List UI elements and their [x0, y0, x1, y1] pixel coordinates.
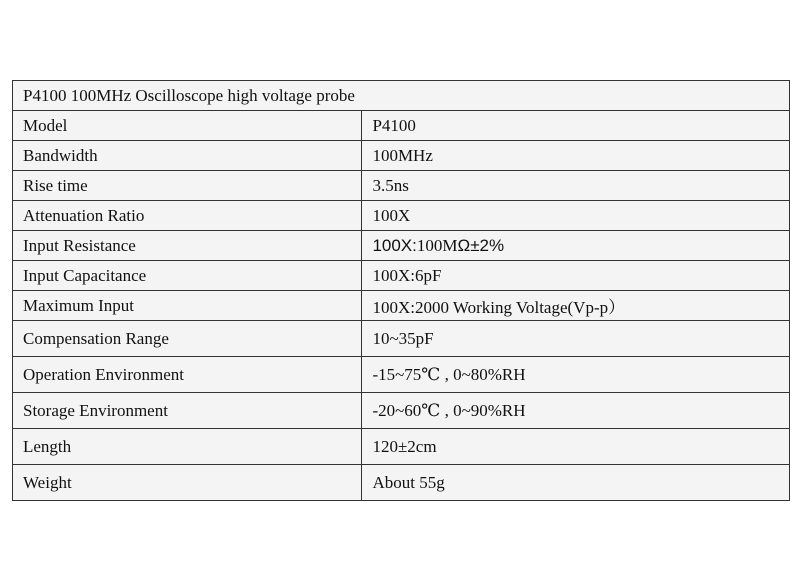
- row-value: P4100: [362, 111, 790, 141]
- row-label: Operation Environment: [13, 357, 362, 393]
- row-value-mid: 100M: [416, 235, 458, 255]
- row-value: 100X:2000 Working Voltage(Vp-p）: [362, 291, 790, 321]
- table-row: [13, 393, 790, 429]
- table-row: [13, 171, 790, 201]
- table-row: [13, 141, 790, 171]
- row-value-prefix: 100X:: [372, 235, 417, 255]
- row-label: Input Capacitance: [13, 261, 362, 291]
- row-value: -20~60℃ , 0~90%RH: [362, 393, 790, 429]
- table-row: [13, 429, 790, 465]
- row-value: 120±2cm: [362, 429, 790, 465]
- table-row: [13, 201, 790, 231]
- row-value: 3.5ns: [362, 171, 790, 201]
- table-row: [13, 291, 790, 321]
- row-value: About 55g: [362, 465, 790, 501]
- row-value: 100X: [362, 201, 790, 231]
- table-row: [13, 357, 790, 393]
- row-label: Rise time: [13, 171, 362, 201]
- row-value: [362, 231, 790, 261]
- row-label: Attenuation Ratio: [13, 201, 362, 231]
- table-row: [13, 261, 790, 291]
- row-value: -15~75℃ , 0~80%RH: [362, 357, 790, 393]
- spec-table: [12, 80, 790, 501]
- row-value: 10~35pF: [362, 321, 790, 357]
- row-label: Model: [13, 111, 362, 141]
- row-label: Length: [13, 429, 362, 465]
- row-label: Maximum Input: [13, 291, 362, 321]
- table-row: [13, 111, 790, 141]
- row-value: 100MHz: [362, 141, 790, 171]
- row-value: 100X:6pF: [362, 261, 790, 291]
- row-label: Weight: [13, 465, 362, 501]
- row-value-suffix: Ω±2%: [457, 235, 505, 255]
- table-title-row: [13, 81, 790, 111]
- table-row: [13, 321, 790, 357]
- table-row: [13, 465, 790, 501]
- table-row: [13, 231, 790, 261]
- row-label: Compensation Range: [13, 321, 362, 357]
- row-label: Input Resistance: [13, 231, 362, 261]
- row-label: Storage Environment: [13, 393, 362, 429]
- row-label: Bandwidth: [13, 141, 362, 171]
- table-title: P4100 100MHz Oscilloscope high voltage probe: [13, 81, 790, 111]
